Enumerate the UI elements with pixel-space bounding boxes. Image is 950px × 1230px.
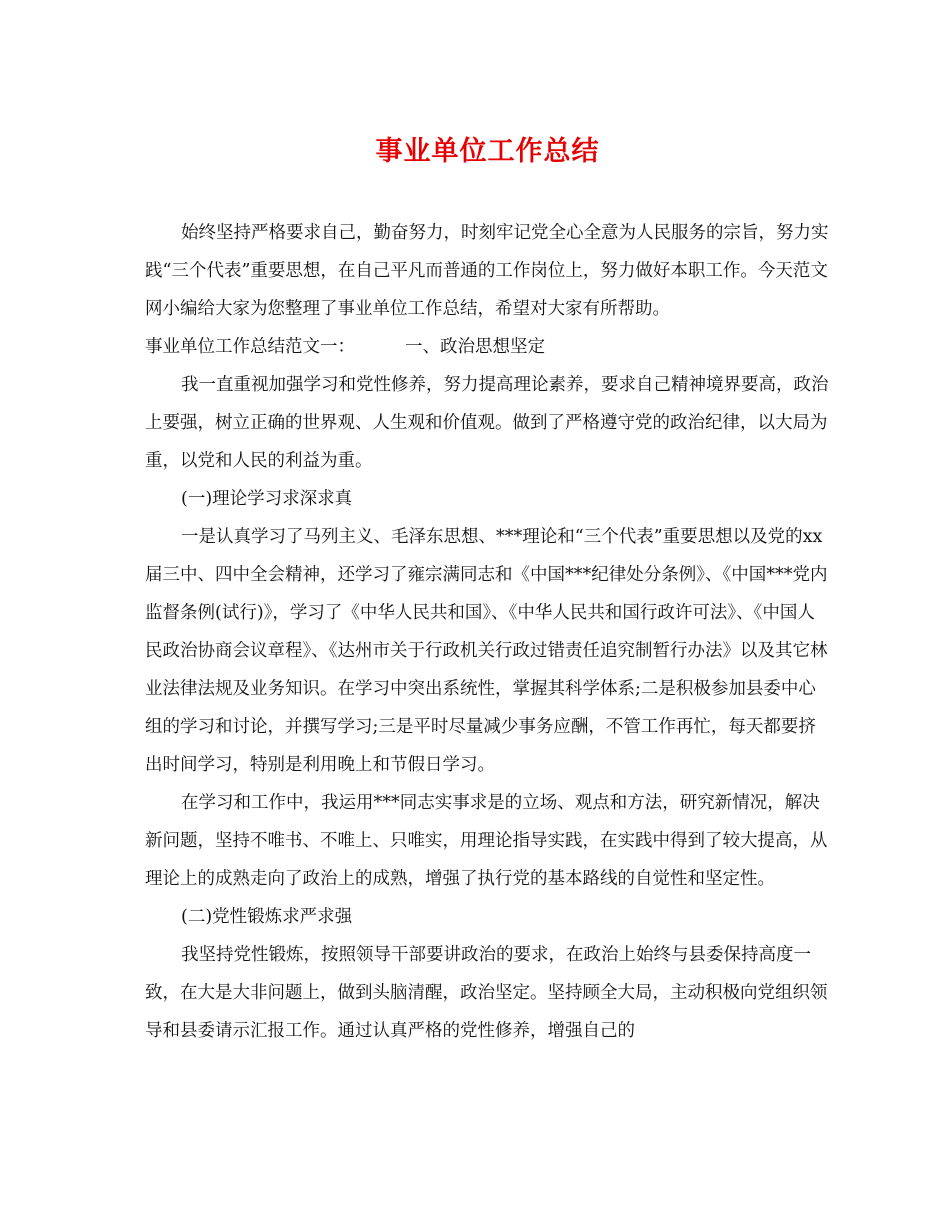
intro-paragraph: 始终坚持严格要求自己，勤奋努力，时刻牢记党全心全意为人民服务的宗旨，努力实践“三个代表”重要思想，在自己平凡而普通的工作岗位上，努力做好本职工作。今天范文网小编给大家为您整理了事业单位工作总结，希望对大家有所帮助。	[145, 223, 829, 319]
subheading-theory-study: (一)理论学习求深求真	[181, 489, 353, 509]
body-paragraph: 在学习和工作中，我运用***同志实事求是的立场、观点和方法，研究新情况，解决新问题，坚持不唯书、不唯上、只唯实，用理论指导实践，在实践中得到了较大提高，从理论上的成熟走向了政治上的成熟，增强了执行党的基本路线的自觉性和坚定性。	[145, 793, 828, 889]
section-heading: 一、政治思想坚定	[405, 337, 545, 357]
section-line	[145, 328, 830, 366]
body-paragraph: 我坚持党性锻炼，按照领导干部要讲政治的要求，在政治上始终与县委保持高度一致，在大是大非问题上，做到头脑清醒，政治坚定。坚持顾全大局，主动积极向党组织领导和县委请示汇报工作。通过认真严格的党性修养，增强自己的	[145, 945, 828, 1041]
subheading-party-spirit: (二)党性锻炼求严求强	[181, 907, 353, 927]
section-label: 事业单位工作总结范文一：	[145, 337, 355, 357]
body-paragraph: 一是认真学习了马列主义、毛泽东思想、***理论和“三个代表”重要思想以及党的xx届三中、四中全会精神，还学习了雍宗满同志和《中国***纪律处分条例》、《中国***党内监督条例(试行)》，学习了《中华人民共和国》、《中华人民共和国行政许可法》、《中国人民政治协商会议章程》、《达州市关于行政机关行政过错责任追究制暂行办法》以及其它林业法律法规及业务知识。在学习中突出系统性，掌握其科学体系;二是积极参加县委中心组的学习和讨论，并撰写学习;三是平时尽量减少事务应酬，不管工作再忙，每天都要挤出时间学习，特别是利用晚上和节假日学习。	[145, 527, 828, 775]
document-title: 事业单位工作总结	[375, 136, 600, 167]
body-paragraph: 我一直重视加强学习和党性修养，努力提高理论素养，要求自己精神境界要高，政治上要强，树立正确的世界观、人生观和价值观。做到了严格遵守党的政治纪律，以大局为重，以党和人民的利益为重。	[145, 375, 829, 471]
